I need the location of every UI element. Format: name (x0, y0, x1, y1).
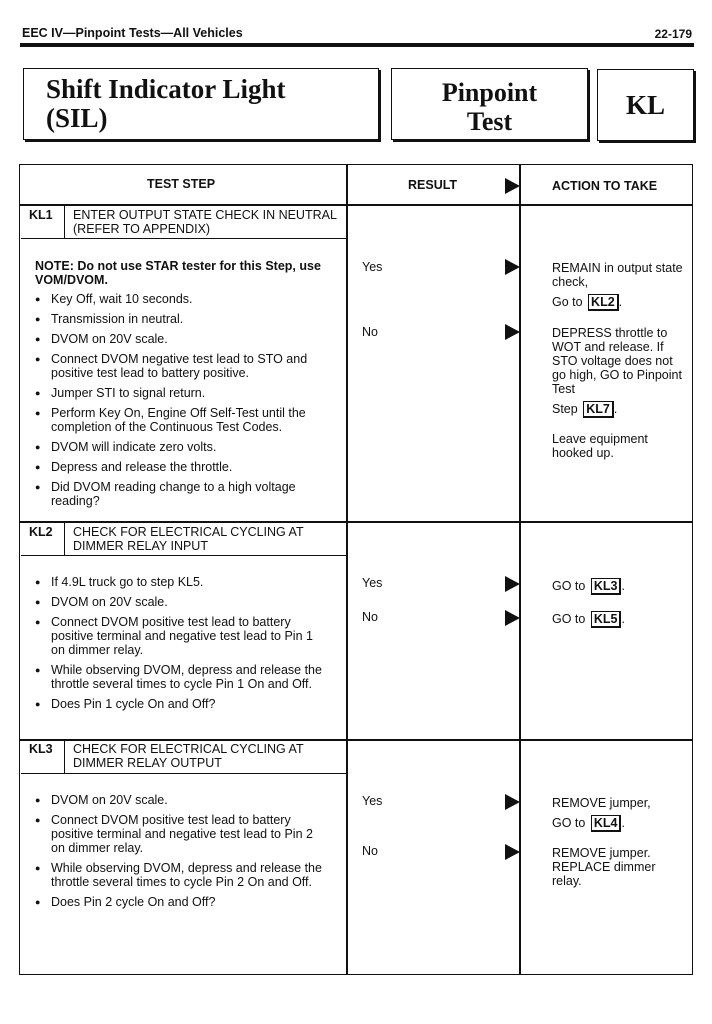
list-item: ● Depress and release the throttle. (34, 460, 324, 474)
arrow-right-icon (505, 324, 520, 340)
action-yes: REMAIN in output state check, Go to KL2 . (552, 261, 683, 309)
step-id-kl3: KL3 (29, 742, 53, 756)
result-no: No (362, 325, 378, 339)
page-title: Shift Indicator Light (SIL) (46, 74, 286, 133)
kl1-bullet-list (34, 292, 324, 514)
list-item: ● DVOM on 20V scale. (34, 595, 324, 609)
test-code-box (597, 69, 694, 141)
step-note: NOTE: Do not use STAR tester for this Step, use VOM/DVOM. (35, 259, 321, 287)
list-item: ● Key Off, wait 10 seconds. (34, 292, 324, 306)
title-box (23, 68, 379, 140)
step-ref: KL3 (591, 578, 622, 595)
action-yes: GO to KL3 . (552, 579, 625, 593)
result-no: No (362, 844, 378, 858)
list-item: ● Connect DVOM positive test lead to battery positive terminal and negative test lead to Pin 2 on dimmer relay. (34, 813, 324, 855)
result-yes: Yes (362, 260, 383, 274)
kl3-bullet-list (34, 793, 324, 915)
result-yes: Yes (362, 794, 383, 808)
list-item: ● While observing DVOM, depress and release the throttle several times to cycle Pin 2 On and Off. (34, 861, 324, 889)
step-ref: KL2 (588, 294, 619, 311)
action-no: DEPRESS throttle to WOT and release. If STO voltage does not go high, GO to Pinpoint Test Step KL7 . Leave equipment hooked up. (552, 326, 682, 460)
list-item: ● Did DVOM reading change to a high voltage reading? (34, 480, 324, 508)
step-ref: KL5 (591, 611, 622, 628)
result-yes: Yes (362, 576, 383, 590)
arrow-right-icon (505, 610, 520, 626)
list-item: ● While observing DVOM, depress and release the throttle several times to cycle Pin 1 On and Off. (34, 663, 324, 691)
list-item: ● Does Pin 2 cycle On and Off? (34, 895, 324, 909)
list-item: ● DVOM will indicate zero volts. (34, 440, 324, 454)
col-divider-1 (346, 164, 348, 975)
step-ref: KL7 (583, 401, 614, 418)
col-header-action: ACTION TO TAKE (552, 179, 658, 193)
arrow-right-icon (505, 178, 520, 194)
list-item: ● Connect DVOM positive test lead to battery positive terminal and negative test lead to Pin 1 on dimmer relay. (34, 615, 324, 657)
step-title-kl2: CHECK FOR ELECTRICAL CYCLING AT DIMMER RELAY INPUT (73, 525, 304, 553)
result-no: No (362, 610, 378, 624)
list-item: ● DVOM on 20V scale. (34, 332, 324, 346)
page-number: 22-179 (654, 27, 692, 41)
kl2-bullet-list (34, 575, 324, 717)
header-rule (20, 43, 694, 47)
list-item: ● If 4.9L truck go to step KL5. (34, 575, 324, 589)
col-header-result: RESULT (408, 178, 458, 192)
arrow-right-icon (505, 794, 520, 810)
action-no: REMOVE jumper. REPLACE dimmer relay. (552, 846, 656, 888)
step-id-kl2: KL2 (29, 525, 53, 539)
col-header-test-step: TEST STEP (147, 177, 216, 191)
arrow-right-icon (505, 576, 520, 592)
list-item: ● Transmission in neutral. (34, 312, 324, 326)
test-code: KL (625, 90, 665, 120)
list-item: ● Connect DVOM negative test lead to STO and positive test lead to battery positive. (34, 352, 324, 380)
list-item: ● Perform Key On, Engine Off Self-Test until the completion of the Continuous Test Codes. (34, 406, 324, 434)
pinpoint-test-box: Pinpoint Test (391, 68, 588, 140)
step-id-kl1: KL1 (29, 208, 53, 222)
list-item: ● Does Pin 1 cycle On and Off? (34, 697, 324, 711)
step-title-kl1: ENTER OUTPUT STATE CHECK IN NEUTRAL (REFER TO APPENDIX) (73, 208, 337, 236)
running-header: EEC IV—Pinpoint Tests—All Vehicles (22, 26, 243, 40)
step-ref: KL4 (591, 815, 622, 832)
action-yes: REMOVE jumper, GO to KL4 . (552, 796, 651, 830)
step-title-kl3: CHECK FOR ELECTRICAL CYCLING AT DIMMER RELAY OUTPUT (73, 742, 304, 770)
list-item: ● Jumper STI to signal return. (34, 386, 324, 400)
arrow-right-icon (505, 844, 520, 860)
action-no: GO to KL5 . (552, 612, 625, 626)
arrow-right-icon (505, 259, 520, 275)
list-item: ● DVOM on 20V scale. (34, 793, 324, 807)
